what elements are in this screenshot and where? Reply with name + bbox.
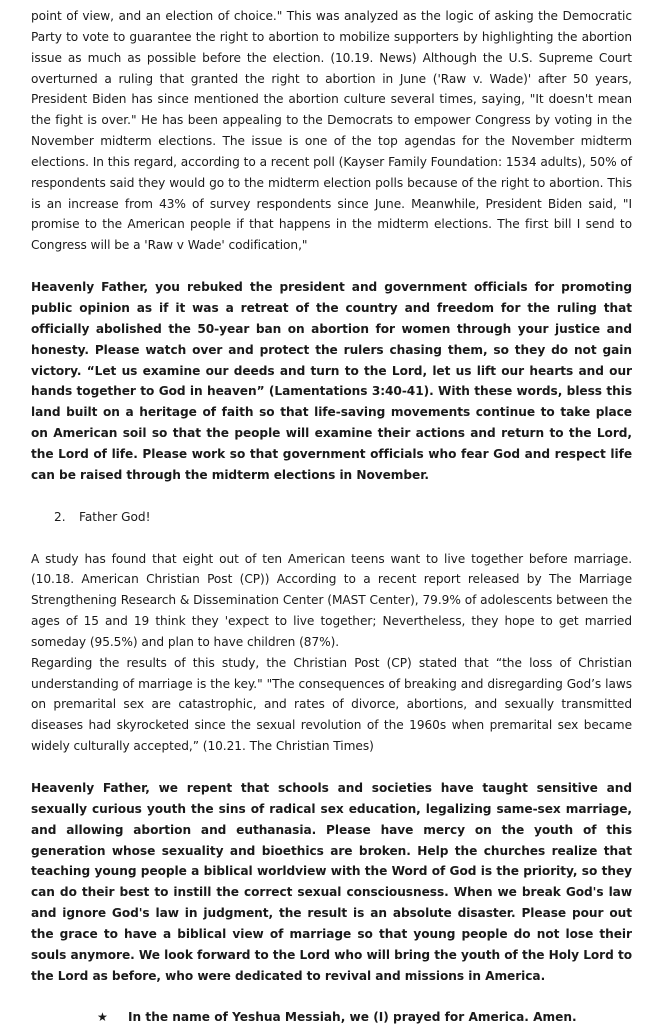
closing-prayer-text: In the name of Yeshua Messiah, we (I) prayed for America. Amen. xyxy=(128,1010,577,1025)
prayer-paragraph-2: Heavenly Father, we repent that schools and societies have taught sensitive and sexually curious youth the sins of radical sex education, legalizing same-sex marriage, and allowing abortion and euthanasia. Please have mercy on the youth of this generation whose sexuality and bioethics are broken. Help the churches realize that teaching young people a biblical worldview with the Word of God is the priority, so they can do their best to instill the correct sexual consciousness. When we break God's law and ignore God's law in judgment, the result is an absolute disaster. Please pour out the grace to have a biblical view of marriage so that young people do not lose their souls anymore. We look forward to the Lord who will bring the youth of the Holy Lord to the Lord as before, who were dedicated to revival and missions in America. xyxy=(31,781,632,983)
spacer xyxy=(31,986,632,1007)
closing-line xyxy=(31,1007,632,1028)
spacer xyxy=(31,528,632,549)
paragraph-christian-post: Regarding the results of this study, the Christian Post (CP) stated that “the loss of Christian understanding of marriage is the key." "The consequences of breaking and disregarding God’s laws on premarital sex are catastrophic, and rates of divorce, abortions, and sexually transmitted diseases had skyrocketed since the sexual revolution of the 1960s when premarital sex became widely culturally accepted,” (10.21. The Christian Times) xyxy=(31,655,632,754)
prayer-paragraph-1: Heavenly Father, you rebuked the president and government officials for promoting public opinion as if it was a retreat of the country and freedom for the ruling that officially abolished the 50-year ban on abortion for women through your justice and honesty. Please watch over and protect the rulers chasing them, so they do not gain victory. “Let us examine our deeds and turn to the Lord, let us lift our hearts and our hands together to God in heaven” (Lamentations 3:40-41). With these words, bless this land built on a heritage of faith so that life-saving movements continue to take place on American soil so that the people will examine their actions and return to the Lord, the Lord of life. Please work so that government officials who fear God and respect life can be raised through the midterm elections in November. xyxy=(31,280,632,482)
spacer xyxy=(31,486,632,507)
list-item xyxy=(31,507,632,528)
document-page xyxy=(31,6,632,1028)
star-bullet-icon: ★ xyxy=(97,1010,108,1025)
list-item-number: 2. xyxy=(54,509,66,524)
paragraph-teen-study: A study has found that eight out of ten American teens want to live together before marriage. (10.18. American Christian Post (CP)) According to a recent report released by The Marriage Strengthening Research & Dissemination Center (MAST Center), 79.9% of adolescents between the ages of 15 and 19 think they 'expect to live together; Nevertheless, they hope to get married someday (95.5%) and plan to have children (87%). xyxy=(31,551,632,649)
paragraph-abortion-news: point of view, and an election of choice." This was analyzed as the logic of asking the Democratic Party to vote to guarantee the right to abortion to mobilize supporters by highlighting the abortion issue as much as possible before the election. (10.19. News) Although the U.S. Supreme Court overturned a ruling that granted the right to abortion in June ('Raw v. Wade)' after 50 years, President Biden has since mentioned the abortion culture several times, saying, "It doesn't mean the fight is over." He has been appealing to the Democrats to empower Congress by voting in the November midterm elections. The issue is one of the top agendas for the November midterm elections. In this regard, according to a recent poll (Kayser Family Foundation: 1534 adults), 50% of respondents said they would go to the midterm election polls because of the right to abortion. This is an increase from 43% of survey respondents since June. Meanwhile, President Biden said, "I promise to the American people if that happens in the midterm elections. The first bill I send to Congress will be a 'Raw v Wade' codification," xyxy=(31,9,632,253)
spacer xyxy=(31,757,632,778)
list-item-text: Father God! xyxy=(79,509,151,524)
spacer xyxy=(31,256,632,277)
